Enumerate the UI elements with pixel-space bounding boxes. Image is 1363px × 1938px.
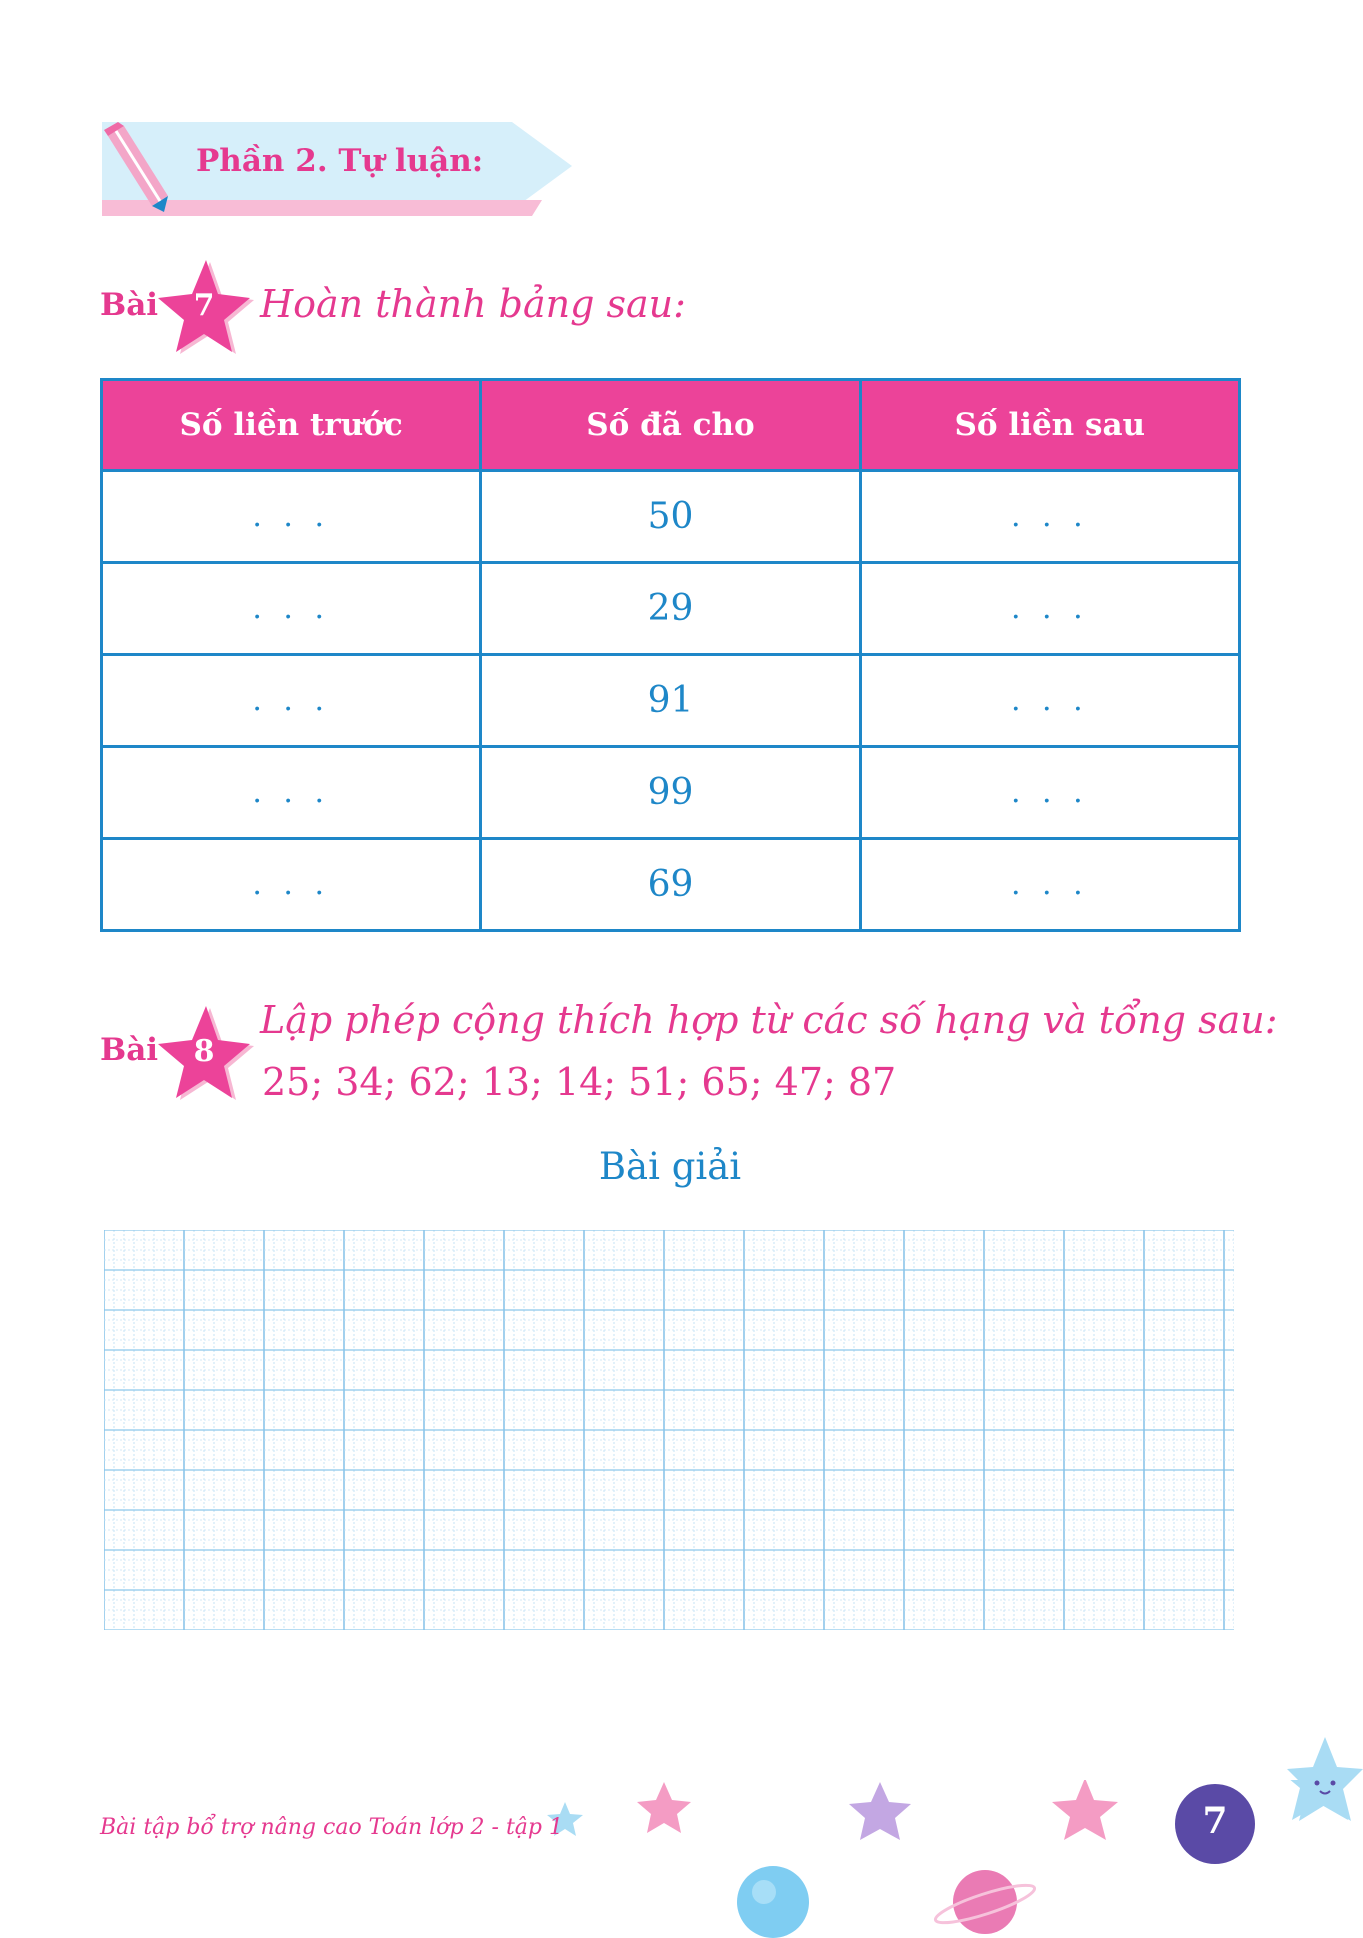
blank-cell[interactable]: . . . <box>860 839 1239 931</box>
ringed-planet-icon <box>932 1870 1037 1934</box>
pink-star-icon <box>1052 1780 1118 1840</box>
blank-cell[interactable]: . . . <box>102 747 481 839</box>
header-previous-number: Số liền trước <box>102 380 481 471</box>
header-next-number: Số liền sau <box>860 380 1239 471</box>
table-row <box>102 655 1240 747</box>
table-row <box>102 839 1240 931</box>
given-number-cell: 50 <box>481 471 860 563</box>
page-number: 7 <box>1202 1800 1228 1842</box>
exercise-8-number: 8 <box>193 1034 215 1069</box>
pink-star-icon <box>637 1782 691 1833</box>
table-row <box>102 563 1240 655</box>
given-number-cell: 91 <box>481 655 860 747</box>
blank-cell[interactable]: . . . <box>860 747 1239 839</box>
number-table <box>100 378 1241 932</box>
exercise-8-numbers: 25; 34; 62; 13; 14; 51; 65; 47; 87 <box>262 1060 897 1104</box>
blank-cell[interactable]: . . . <box>860 563 1239 655</box>
grid-paper[interactable] <box>104 1230 1234 1630</box>
blank-cell[interactable]: . . . <box>102 655 481 747</box>
planet-icon <box>737 1866 809 1938</box>
blank-cell[interactable]: . . . <box>860 471 1239 563</box>
blank-cell[interactable]: . . . <box>102 471 481 563</box>
exercise-7-number: 7 <box>193 288 215 323</box>
purple-star-icon <box>849 1782 911 1840</box>
exercise-8-prompt: Lập phép cộng thích hợp từ các số hạng và tổng sau: <box>260 998 1278 1042</box>
given-number-cell: 99 <box>481 747 860 839</box>
exercise-7-prompt: Hoàn thành bảng sau: <box>260 282 686 326</box>
table-header-row <box>102 380 1240 471</box>
given-number-cell: 69 <box>481 839 860 931</box>
given-number-cell: 29 <box>481 563 860 655</box>
solution-heading: Bài giải <box>598 1145 742 1188</box>
header-given-number: Số đã cho <box>481 380 860 471</box>
exercise-8-label: Bài <box>100 1032 159 1068</box>
table-row <box>102 471 1240 563</box>
table-row <box>102 747 1240 839</box>
blank-cell[interactable]: . . . <box>860 655 1239 747</box>
blank-cell[interactable]: . . . <box>102 839 481 931</box>
footer-book-title: Bài tập bổ trợ nâng cao Toán lớp 2 - tập 1 <box>100 1815 563 1840</box>
blank-cell[interactable]: . . . <box>102 563 481 655</box>
section-title: Phần 2. Tự luận: <box>196 143 484 179</box>
cute-star-icon <box>1275 1735 1363 1825</box>
exercise-7-label: Bài <box>100 287 159 323</box>
